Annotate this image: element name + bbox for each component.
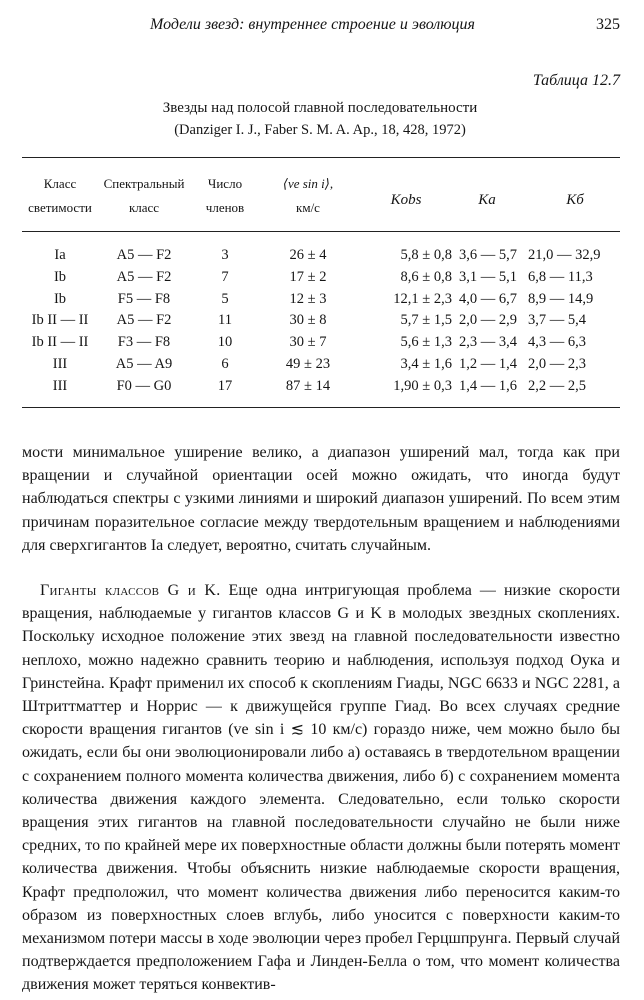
page-number: 325: [596, 16, 620, 33]
cell-spec: A5 — F2: [116, 247, 172, 263]
cell-kb: 8,9 — 14,9: [528, 290, 594, 307]
cell-v: 30 ± 8: [289, 312, 327, 329]
cell-spec: A5 — F2: [116, 268, 172, 285]
cell-v: 12 ± 3: [289, 290, 327, 307]
cell-ka: 4,0 — 6,7: [459, 290, 517, 307]
table-row: [0, 312, 644, 333]
cell-kb: 3,7 — 5,4: [528, 312, 586, 329]
cell-spec: F3 — F8: [117, 334, 171, 351]
cell-lum: Ib II — II: [31, 334, 89, 351]
cell-n: 7: [221, 268, 229, 285]
cell-lum: Ia: [54, 247, 66, 263]
table-row: [0, 356, 644, 377]
header-kobs: Kobs: [390, 192, 422, 208]
cell-kobs: 8,6 ± 0,8: [400, 268, 452, 285]
cell-lum: Ib II — II: [31, 312, 89, 329]
paragraph-2: [22, 579, 620, 997]
header-lum-class: Класс светимости: [28, 176, 92, 215]
cell-n: 10: [217, 334, 233, 351]
cell-spec: F5 — F8: [117, 290, 171, 307]
table-row: [0, 247, 644, 268]
table-top-rule: [22, 157, 620, 158]
cell-lum: III: [52, 377, 68, 394]
header-spectral-class: Спектральный класс: [103, 176, 185, 215]
cell-kobs: 1,90 ± 0,3: [393, 377, 452, 394]
cell-n: 17: [217, 377, 233, 394]
table-title-block: [60, 97, 580, 141]
cell-v: 26 ± 4: [289, 247, 327, 263]
cell-v: 17 ± 2: [289, 268, 327, 285]
paragraph-1-text: мости минимальное уширение велико, а диапазон уширений мал, тогда как при вращении и случайной ориентации осей можно ожидать, что иногда будут наблюдаться спектры с узкими линиями и широкий диапазон уширений. По всем этим причинам поразительное согласие между твердотельным вращением и наблюдениями для сверхгигантов Ia следует, вероятно, считать случайным.: [22, 444, 620, 554]
cell-lum: III: [52, 356, 68, 372]
running-head: [150, 16, 620, 34]
table-label: Таблица 12.7: [532, 72, 620, 89]
cell-n: 6: [221, 356, 229, 372]
header-members: Число членов: [205, 176, 245, 215]
cell-kb: 6,8 — 11,3: [528, 268, 593, 285]
cell-ka: 1,4 — 1,6: [459, 377, 517, 394]
table-bottom-rule: [22, 407, 620, 408]
cell-v: 87 ± 14: [285, 377, 331, 394]
cell-kobs: 5,6 ± 1,3: [400, 334, 452, 351]
cell-ka: 1,2 — 1,4: [459, 356, 517, 372]
table-row: [0, 291, 644, 312]
cell-ka: 3,1 — 5,1: [459, 268, 517, 285]
header-kb: Kб: [566, 192, 584, 208]
cell-kb: 2,2 — 2,5: [528, 377, 586, 394]
cell-n: 11: [218, 312, 232, 329]
cell-lum: Ib: [53, 268, 67, 285]
table-citation: (Danziger I. J., Faber S. M. A. Ap., 18, 428, 1972): [174, 122, 466, 138]
table-row: [0, 334, 644, 355]
paragraph-1: [22, 441, 620, 557]
cell-lum: Ib: [53, 290, 67, 307]
cell-kb: 21,0 — 32,9: [528, 247, 601, 263]
cell-kb: 4,3 — 6,3: [528, 334, 586, 351]
paragraph-2-heading: Гиганты классов G и K.: [40, 582, 221, 599]
cell-spec: F0 — G0: [116, 377, 172, 394]
header-vsini: ⟨ve sin i⟩, км/с: [282, 176, 334, 215]
table-header-rule: [22, 231, 620, 232]
table-row: [0, 269, 644, 290]
running-head-title: Модели звезд: внутреннее строение и эволюция: [150, 16, 475, 33]
cell-ka: 2,3 — 3,4: [459, 334, 517, 351]
cell-kobs: 5,7 ± 1,5: [400, 312, 452, 329]
cell-v: 49 ± 23: [285, 356, 331, 372]
cell-n: 3: [221, 247, 229, 263]
header-ka: Ka: [478, 192, 496, 208]
cell-spec: A5 — F2: [116, 312, 172, 329]
cell-kobs: 12,1 ± 2,3: [393, 290, 452, 307]
cell-ka: 3,6 — 5,7: [459, 247, 517, 263]
cell-kb: 2,0 — 2,3: [528, 356, 586, 372]
cell-kobs: 5,8 ± 0,8: [400, 247, 452, 263]
table-row: [0, 378, 644, 399]
cell-n: 5: [221, 290, 229, 307]
paragraph-2-text: Еще одна интригующая проблема — низкие скорости вращения, наблюдаемые у гигантов классов G и K в молодых звездных скоплениях. Поскольку исходное положение этих звезд на главной последовательности известно неплохо, можно надежно сравнить теорию и наблюдения, используя подход Оука и Гринстейна. Крафт применил их способ к скоплениям Гиады, NGC 6633 и NGC 2281, а Штриттматтер и Норрис — к движущейся группе Гиад. Во всех случаях средние скорости вращения гигантов (ve sin i ≲ 10 км/с) гораздо ниже, чем можно было бы ожидать, если бы они эволюционировали либо а) оставаясь в твердотельном вращении с сохранением полного момента количества движения, либо б) с сохранением момента количества движения каждого элемента. Следовательно, если только скорости вращения этих гигантов на главной последовательности случайно не были ниже средних, то по крайней мере их поверхностные области должны были потерять момент количества движения. Чтобы объяснить низкие наблюдаемые скорости вращения, Крафт предположил, что момент количества движения либо переносится каким-то образом из поверхностных слоев вглубь, либо уносится с поверхности каким-то механизмом потери массы в ходе эволюции через пробел Герцшпрунга. Первый случай подтверждается предположением Гафа и Линден-Белла о том, что момент количества движения может теряться конвектив-: [22, 582, 621, 994]
cell-v: 30 ± 7: [289, 334, 327, 351]
cell-ka: 2,0 — 2,9: [459, 312, 517, 329]
table-title: Звезды над полосой главной последовательности: [162, 100, 478, 116]
cell-kobs: 3,4 ± 1,6: [400, 356, 452, 372]
cell-spec: A5 — A9: [115, 356, 173, 372]
